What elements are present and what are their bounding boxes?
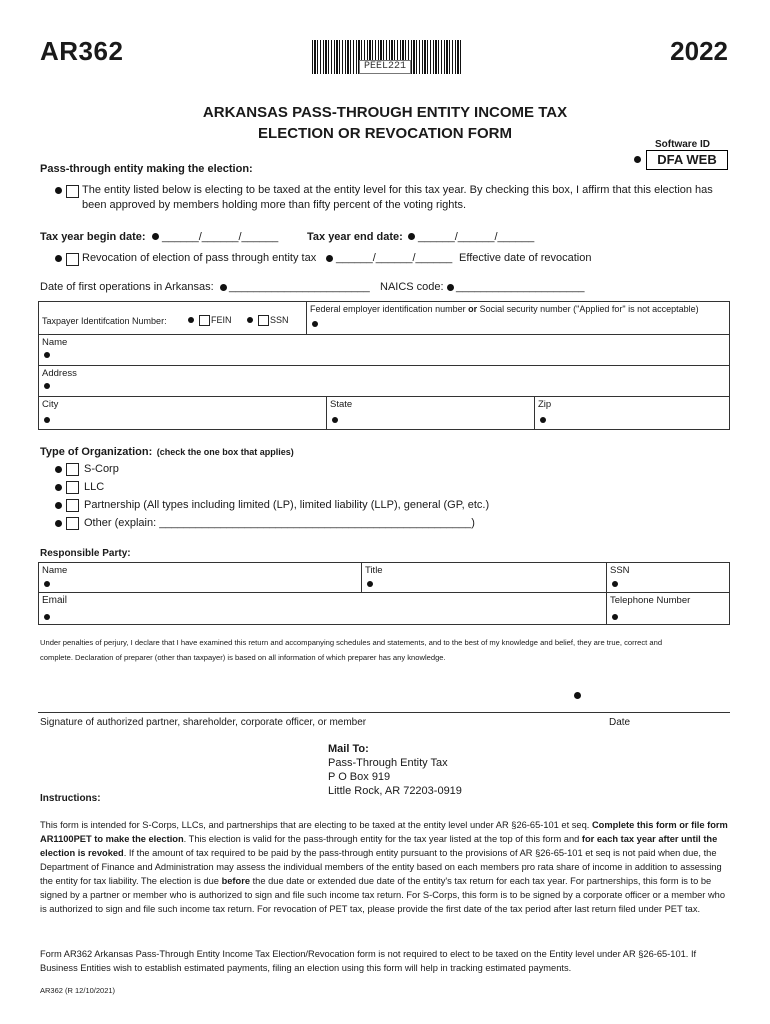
tin-note bbox=[310, 304, 699, 314]
bullet-icon bbox=[55, 466, 62, 473]
ssn-label: SSN bbox=[270, 315, 289, 325]
form-revision-footer: AR362 (R 12/10/2021) bbox=[40, 986, 116, 995]
barcode-label: PEEL221 bbox=[359, 60, 411, 74]
responsible-email-field[interactable] bbox=[38, 592, 607, 625]
mail-address-line3: Little Rock, AR 72203-0919 bbox=[328, 785, 462, 797]
state-label: State bbox=[330, 399, 353, 410]
bullet-icon bbox=[574, 692, 581, 699]
responsible-name-field[interactable] bbox=[38, 562, 362, 593]
tin-note-or: or bbox=[468, 304, 478, 314]
barcode bbox=[312, 40, 462, 74]
responsible-email-label: Email bbox=[42, 595, 68, 606]
bullet-icon bbox=[44, 352, 50, 358]
org-option-llc: LLC bbox=[84, 481, 105, 493]
address-label: Address bbox=[42, 368, 77, 379]
signature-label: Signature of authorized partner, shareholder, corporate officer, or member bbox=[40, 717, 367, 728]
bullet-icon bbox=[55, 187, 62, 194]
declaration-line1: Under penalties of perjury, I declare that I have examined this return and accompanying schedules and statements, and to the best of my knowledge and belief, they are true, correct and bbox=[40, 638, 663, 647]
first-ops-label: Date of first operations in Arkansas: bbox=[40, 281, 214, 293]
responsible-ssn-label: SSN bbox=[610, 565, 630, 576]
begin-date-label: Tax year begin date: bbox=[40, 231, 146, 243]
tax-year: 2022 bbox=[670, 36, 728, 66]
instructions-paragraph-1 bbox=[40, 818, 730, 916]
responsible-phone-field[interactable] bbox=[606, 592, 730, 625]
address-field[interactable] bbox=[38, 365, 730, 397]
election-text-1: The entity listed below is electing to be taxed at the entity level for this tax year. By checking this box, I affirm that this election has bbox=[82, 184, 713, 196]
responsible-title-field[interactable] bbox=[361, 562, 607, 593]
bullet-icon bbox=[367, 581, 373, 587]
instructions-text: the due date or extended due date of the entity's tax return for each tax year. For partnerships, this form is to be signed by a partner or member who is authorized to sign and file such income tax return. For S-Corps, this form is to be signed by a corporate officer or a member who is authorized to sign and file such income tax return. For revocation of PET tax, please provide the first date of the tax period after last return filed under PET tax. bbox=[40, 876, 726, 914]
end-date-field[interactable]: ______/______/______ bbox=[418, 231, 535, 243]
bullet-icon bbox=[44, 614, 50, 620]
form-title-line1: ARKANSAS PASS-THROUGH ENTITY INCOME TAX bbox=[202, 104, 568, 121]
revocation-suffix: Effective date of revocation bbox=[459, 252, 592, 264]
fein-checkbox[interactable] bbox=[199, 315, 210, 326]
llc-checkbox[interactable] bbox=[66, 481, 79, 494]
mail-address-line1: Pass-Through Entity Tax bbox=[328, 757, 448, 769]
naics-field[interactable]: _____________________ bbox=[456, 281, 585, 293]
org-option-other[interactable]: Other (explain: ___________________________________________________) bbox=[84, 517, 475, 529]
instructions-text: . This election is valid for the pass-through entity for the tax year listed at the top of this form and bbox=[183, 834, 580, 844]
org-option-partnership: Partnership (All types including limited (LP), limited liability (LLP), general (GP, etc.) bbox=[84, 499, 490, 511]
bullet-icon bbox=[55, 520, 62, 527]
bullet-icon bbox=[55, 484, 62, 491]
bullet-icon bbox=[152, 233, 159, 240]
mail-address-line2: P O Box 919 bbox=[328, 771, 391, 783]
org-type-heading bbox=[40, 442, 294, 460]
signature-line[interactable] bbox=[38, 712, 730, 713]
tin-number-field[interactable] bbox=[306, 301, 730, 335]
name-label: Name bbox=[42, 337, 68, 348]
mail-to-label: Mail To: bbox=[328, 743, 369, 755]
org-option-scorp: S-Corp bbox=[84, 463, 119, 475]
bullet-icon bbox=[55, 502, 62, 509]
revocation-date-field[interactable]: ______/______/______ bbox=[336, 252, 453, 264]
form-code: AR362 bbox=[40, 36, 124, 66]
bullet-icon bbox=[247, 317, 253, 323]
instructions-paragraph-2: Form AR362 Arkansas Pass-Through Entity Income Tax Election/Revocation form is not required to elect to be taxed on the Entity level under AR §26-65-101. If Business Entities wish to establish estimated payments, filing an election using this form will help in tracking estimated payments. bbox=[40, 949, 697, 973]
org-type-label: Type of Organization: bbox=[40, 446, 153, 458]
bullet-icon bbox=[44, 417, 50, 423]
instructions-text: This form is intended for S-Corps, LLCs, and partnerships that are electing to be taxed at the entity level under AR §26-65-101 et seq. bbox=[40, 820, 590, 830]
bullet-icon bbox=[634, 156, 641, 163]
ssn-checkbox[interactable] bbox=[258, 315, 269, 326]
section-label-entity: Pass-through entity making the election: bbox=[40, 163, 253, 175]
tin-note-post: Social security number ("Applied for" is not acceptable) bbox=[479, 304, 699, 314]
tin-type-cell bbox=[38, 301, 306, 335]
zip-label: Zip bbox=[538, 399, 552, 410]
responsible-title-label: Title bbox=[365, 565, 383, 576]
tin-label: Taxpayer Identifcation Number: bbox=[42, 316, 167, 326]
responsible-party-label: Responsible Party: bbox=[40, 548, 131, 559]
bullet-icon bbox=[612, 614, 618, 620]
responsible-name-label: Name bbox=[42, 565, 68, 576]
election-checkbox[interactable] bbox=[66, 185, 79, 198]
responsible-phone-label: Telephone Number bbox=[610, 595, 691, 606]
fein-label: FEIN bbox=[211, 315, 232, 325]
naics-label: NAICS code: bbox=[380, 281, 444, 293]
instructions-text: . If the amount of tax required to be paid by the pass-through entity pursuant to the provisions of AR §26-65-101 et seq is not paid when due, the Department of Finance and Administration may assess the individual members of the entity based on each members pro rata share of income in addition to assessing the entity for tax liability. The election is due bbox=[40, 848, 722, 886]
bullet-icon bbox=[220, 284, 227, 291]
state-field[interactable] bbox=[326, 396, 535, 430]
bullet-icon bbox=[44, 581, 50, 587]
org-type-hint: (check the one box that applies) bbox=[156, 447, 294, 457]
bullet-icon bbox=[55, 255, 62, 262]
declaration-line2: complete. Declaration of preparer (other than taxpayer) is based on all information of which preparer has any knowledge. bbox=[40, 653, 446, 662]
instructions-emphasis: before bbox=[221, 876, 250, 886]
software-id-label: Software ID bbox=[655, 139, 711, 150]
tin-note-pre: Federal employer identification number bbox=[310, 304, 466, 314]
first-ops-field[interactable]: _______________________ bbox=[229, 281, 370, 293]
city-field[interactable] bbox=[38, 396, 327, 430]
bullet-icon bbox=[540, 417, 546, 423]
responsible-ssn-field[interactable] bbox=[606, 562, 730, 593]
software-id-field[interactable]: DFA WEB bbox=[646, 150, 728, 170]
zip-field[interactable] bbox=[534, 396, 730, 430]
bullet-icon bbox=[326, 255, 333, 262]
election-text-2: been approved by members holding more than fifty percent of the voting rights. bbox=[82, 199, 466, 211]
instructions-emphasis: Complete this form or file form AR1100PET to make the election bbox=[40, 820, 728, 844]
bullet-icon bbox=[612, 581, 618, 587]
bullet-icon bbox=[408, 233, 415, 240]
bullet-icon bbox=[332, 417, 338, 423]
date-label: Date bbox=[609, 717, 631, 728]
bullet-icon bbox=[188, 317, 194, 323]
instructions-emphasis: for each tax year after until the election is revoked bbox=[40, 834, 718, 858]
bullet-icon bbox=[44, 383, 50, 389]
bullet-icon bbox=[447, 284, 454, 291]
instructions-label: Instructions: bbox=[40, 793, 101, 804]
form-title-line2: ELECTION OR REVOCATION FORM bbox=[258, 125, 512, 142]
revocation-label: Revocation of election of pass through entity tax bbox=[82, 252, 317, 264]
partnership-checkbox[interactable] bbox=[66, 499, 79, 512]
bullet-icon bbox=[312, 321, 318, 327]
begin-date-field[interactable]: ______/______/______ bbox=[162, 231, 279, 243]
name-field[interactable] bbox=[38, 334, 730, 366]
revocation-checkbox[interactable] bbox=[66, 253, 79, 266]
scorp-checkbox[interactable] bbox=[66, 463, 79, 476]
end-date-label: Tax year end date: bbox=[307, 231, 403, 243]
other-checkbox[interactable] bbox=[66, 517, 79, 530]
city-label: City bbox=[42, 399, 59, 410]
